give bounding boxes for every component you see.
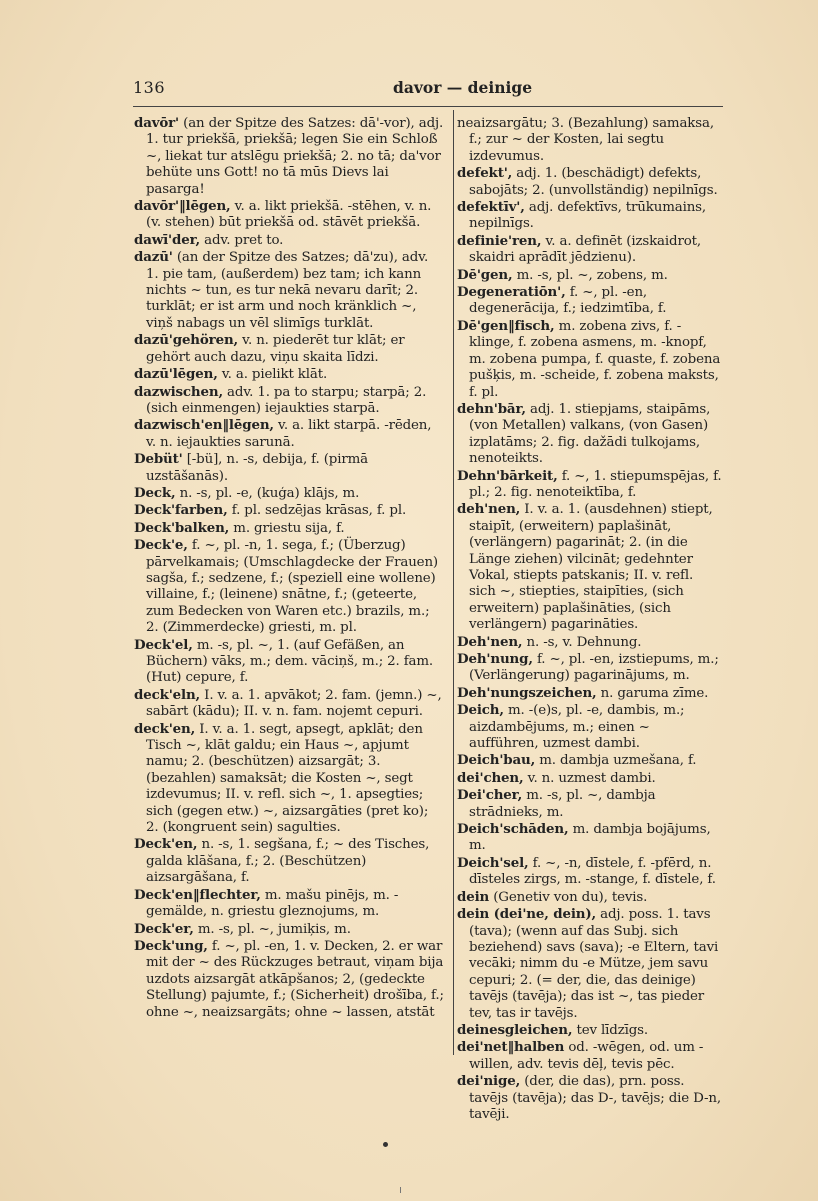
dictionary-entry [134,887,444,921]
entry-definition: f. ~, pl. -en, 1. v. Decken, 2. er war mit der ~ des Rückzuges betraut, viņam bija uzdots aizsargāt atkāpšanos; 2, (gedeckte Stellung) pajumte, f.; (Sicherheit) drošība, f.; ohne ~, neaizsargāts; ohne ~ lassen, atstāt [146,938,444,1020]
dictionary-entry [134,249,444,332]
entry-definition: m. mašu pinējs, m. -gemälde, n. griestu gleznojums, m. [146,887,399,920]
entry-definition: I. v. a. 1. (ausdehnen) stiept, staipīt, (erweitern) paplašināt, (verlängern) pagarināt; 2. (in die Länge ziehen) vilcināt; gedehnter Vokal, stiepts patskanis; II. v. refl. sich ~, stiepties, staipīties, (sich erweitern) paplašināties, (sich verlängern) pagarināties. [469,502,713,633]
entry-definition: adj. 1. (beschädigt) defekts, sabojāts; 2. (unvollständig) nepilnīgs. [469,166,718,198]
entry-headword: Deh'nen, [457,633,523,650]
dictionary-entry [457,468,723,502]
dictionary-entry [134,921,444,938]
header-rule [133,106,723,107]
entry-headword: dei'nige, [457,1073,521,1090]
entry-headword: Deich'schāden, [457,821,569,838]
entry-definition: neaizsargātu; 3. (Bezahlung) samaksa, f.; zur ~ der Kosten, lai segtu izdevumus. [457,116,714,164]
entry-definition: od. -wēgen, od. um -willen, adv. tevis dēļ, tevis pēc. [469,1040,704,1072]
entry-headword: Deck, [134,484,176,501]
running-head: davor — deinige [393,78,533,97]
dictionary-entry [457,855,723,889]
dictionary-entry [457,199,723,233]
entry-headword: defekt', [457,165,513,182]
entry-definition: I. v. a. 1. apvākot; 2. fam. (jemn.) ~, sabārt (kādu); II. v. n. fam. nojemt cepuri. [146,687,442,720]
entry-definition: tev līdzīgs. [572,1022,648,1038]
entry-definition: n. -s, 1. segšana, f.; ~ des Tisches, galda klāšana, f.; 2. (Beschützen) aizsargāšana, f. [146,837,430,886]
entry-definition: f. ~, pl. -en, degenerācija, f.; iedzimtība, f. [469,285,667,317]
right-column [457,115,723,1123]
entry-definition: v. a. pielikt klāt. [217,367,328,383]
entry-headword: dehn'bār, [457,400,526,417]
paper-speck [400,1187,401,1193]
entry-headword: Deich'sel, [457,854,529,871]
entry-definition: v. n. uzmest dambi. [523,770,656,786]
entry-definition: v. a. likt starpā. -rēden, v. n. iejaukties sarunā. [146,418,432,450]
dictionary-entry [134,721,444,837]
entry-headword: dawī'der, [134,231,201,248]
dictionary-entry [457,1022,723,1039]
entry-definition: v. a. likt priekšā. -stēhen, v. n. (v. stehen) būt priekšā od. stāvēt priekšā. [146,199,432,231]
dictionary-entry [134,384,444,418]
entry-headword: dazwisch'en‖lēgen, [134,417,274,434]
dictionary-entry [457,165,723,199]
entry-definition: adj. 1. stiepjams, staipāms, (von Metallen) valkans, (von Gasen) izplatāms; 2. fig. dažādi tulkojams, nenoteikts. [469,401,711,467]
entry-definition: n. -s, v. Dehnung. [522,634,642,650]
entry-headword: Deck'er, [134,920,194,937]
entry-definition: (an der Spitze des Satzes; dā'zu), adv. 1. pie tam, (außerdem) bez tam; ich kann nichts ~ tun, es tur nekā nevaru darīt; 2. turklāt; er ist arm und noch kränklich ~, viņš nabags un vēl slimīgs turklāt. [146,250,429,331]
dictionary-entry [134,198,444,232]
dictionary-entry [457,634,723,651]
entry-headword: deinesgleichen, [457,1021,573,1038]
entry-definition: m. dambja uzmešana, f. [535,753,697,769]
entry-definition: adv. 1. pa to starpu; starpā; 2. (sich einmengen) iejaukties starpā. [146,384,427,416]
entry-headword: Dē'gen, [457,266,513,283]
entry-definition: n. garuma zīme. [596,685,709,701]
entry-definition: (an der Spitze des Satzes: dā'-vor), adj. 1. tur priekšā, priekšā; legen Sie ein Schloß ~, liekat tur atslēgu priekšā; 2. no tā; da'vor behüte uns Gott! no tā mūs Dievs lai pasarga! [146,116,444,197]
page-dot [383,1142,388,1147]
entry-definition: adj. defektīvs, trūkumains, nepilnīgs. [469,200,707,232]
entry-headword: Deck'en, [134,836,198,853]
entry-definition: adj. poss. 1. tavs (tava); (wenn auf das Subj. sich beziehend) savs (sava); -e Eltern, tavi vecāki; nimm du -e Mütze, jem savu cepuri; 2. (= der, die, das deinige) tavējs (tavēja); das ist ~, tas pieder tev, tas ir tavējs. [469,907,719,1021]
entry-definition: v. n. piederēt tur klāt; er gehört auch dazu, viņu skaita līdzi. [146,333,405,365]
dictionary-entry [457,1073,723,1123]
entry-headword: dei'net‖halben [457,1039,565,1056]
dictionary-entry [457,702,723,752]
entry-definition: f. ~, -n, dīstele, f. -pfērd, n. dīsteles zirgs, m. -stange, f. dīstele, f. [469,855,716,888]
dictionary-entry [457,787,723,821]
entry-definition: m. zobena zivs, f. -klinge, f. zobena asmens, m. -knopf, m. zobena pumpa, f. quaste, f. zobena pušķis, m. -scheide, f. zobena maksts, f. pl. [469,318,721,400]
dictionary-entry [457,318,723,401]
entry-definition: n. -s, pl. -e, (kuģa) klājs, m. [175,485,360,501]
dictionary-entry [457,401,723,468]
dictionary-entry [457,685,723,702]
dictionary-entry [134,537,444,636]
entry-headword: Degeneratiōn', [457,284,566,301]
dictionary-entry [457,501,723,633]
dictionary-entry [457,906,723,1022]
dictionary-entry [134,485,444,502]
dictionary-entry [134,366,444,383]
left-column [134,115,444,1021]
dictionary-entry [134,938,444,1021]
entry-headword: deck'eln, [134,686,201,703]
entry-headword: Debüt' [134,451,183,468]
dictionary-entry [457,284,723,318]
dictionary-entry [134,332,444,366]
entry-headword: Deck'en‖flechter, [134,886,261,903]
entry-definition: (Genetiv von du), tevis. [489,889,648,905]
entry-headword: davōr'‖lēgen, [134,198,231,215]
dictionary-entry [134,520,444,537]
dictionary-entry [457,889,723,906]
entry-headword: dazwischen, [134,383,223,400]
entry-definition: [-bü], n. -s, debija, f. (pirmā uzstāšanās). [146,452,368,484]
dictionary-entry [457,1039,723,1073]
dictionary-entry [134,417,444,451]
entry-headword: Deck'balken, [134,519,230,536]
entry-headword: definie'ren, [457,232,542,249]
entry-headword: dei'chen, [457,769,524,786]
dictionary-entry [457,752,723,769]
entry-headword: davōr' [134,115,180,131]
dictionary-entry [134,836,444,886]
entry-headword: deck'en, [134,720,196,737]
dictionary-entry [457,651,723,685]
entry-definition: f. ~, pl. -en, izstiepums, m.; (Verlängerung) pagarinājums, m. [469,652,719,684]
entry-definition: m. -s, pl. ~, jumiķis, m. [193,921,351,937]
entry-definition: I. v. a. 1. segt, apsegt, apklāt; den Tisch ~, klāt galdu; ein Haus ~, apjumt namu; 2. (beschützen) aizsargāt; 3. (bezahlen) samaksāt; die Kosten ~, segt izdevumus; II. v. refl. sich ~, 1. apsegties; sich (gegen etw.) ~, aizsargāties (pret ko); 2. (kongruent sein) sagulties. [146,721,429,836]
entry-headword: dein (dei'ne, dein), [457,906,597,923]
entry-headword: Deck'ung, [134,937,208,954]
entry-definition: f. ~, pl. -n, 1. sega, f.; (Überzug) pārvelkamais; (Umschlagdecke der Frauen) sagša, f.; sedzene, f.; (speziell eine wollene) villaine, f.; (leinene) snātne, f.; (geteerte, zum Bedecken von Waren etc.) brazils, m.; 2. (Zimmerdecke) griesti, m. pl. [146,538,438,636]
entry-headword: Deich'bau, [457,752,536,769]
entry-headword: dazū'gehören, [134,332,239,349]
dictionary-entry [134,502,444,519]
dictionary-entry [457,233,723,267]
page-header [133,78,723,104]
entry-headword: Dē'gen‖fisch, [457,317,555,334]
dictionary-entry [457,115,723,165]
dictionary-entry [457,770,723,787]
entry-headword: deh'nen, [457,501,521,518]
column-divider [453,110,454,1055]
entry-headword: Deck'farben, [134,502,228,519]
entry-definition: m. -s, pl. ~, dambja strādnieks, m. [469,788,656,820]
entry-headword: Deck'e, [134,537,188,554]
dictionary-entry [457,821,723,855]
entry-headword: dazū' [134,249,173,266]
dictionary-entry [134,687,444,721]
entry-headword: Deh'nungszeichen, [457,684,597,701]
dictionary-entry [134,115,444,198]
entry-headword: Deich, [457,702,504,719]
dictionary-entry [457,267,723,284]
entry-definition: adv. pret to. [200,232,284,248]
entry-definition: f. pl. sedzējas krāsas, f. pl. [227,503,407,519]
dictionary-entry [134,451,444,485]
entry-definition: f. ~, 1. stiepumspējas, f. pl.; 2. fig. nenoteiktība, f. [469,468,722,500]
entry-headword: Deh'nung, [457,651,533,667]
entry-definition: m. griestu sija, f. [229,520,345,536]
entry-definition: (der, die das), prn. poss. tavējs (tavēja); das D-, tavējs; die D-n, tavēji. [469,1074,721,1122]
entry-definition: m. -s, pl. ~, 1. (auf Gefäßen, an Büchern) vāks, m.; dem. vāciņš, m.; 2. fam. (Hut) cepure, f. [146,637,434,686]
page-number: 136 [133,78,166,97]
dictionary-entry [134,637,444,687]
entry-definition: m. dambja bojājums, m. [469,822,711,854]
entry-headword: dazū'lēgen, [134,366,218,383]
entry-headword: Dehn'bārkeit, [457,467,558,484]
entry-headword: Dei'cher, [457,787,523,804]
dictionary-entry [134,232,444,249]
entry-definition: m. -(e)s, pl. -e, dambis, m.; aizdambējums, m.; einen ~ aufführen, uzmest dambi. [469,703,685,752]
entry-headword: dein [457,888,490,905]
entry-definition: m. -s, pl. ~, zobens, m. [512,267,668,283]
entry-headword: Deck'el, [134,636,193,653]
entry-headword: defektīv', [457,199,525,216]
entry-definition: v. a. definēt (izskaidrot, skaidri aprādīt jēdzienu). [469,233,701,266]
